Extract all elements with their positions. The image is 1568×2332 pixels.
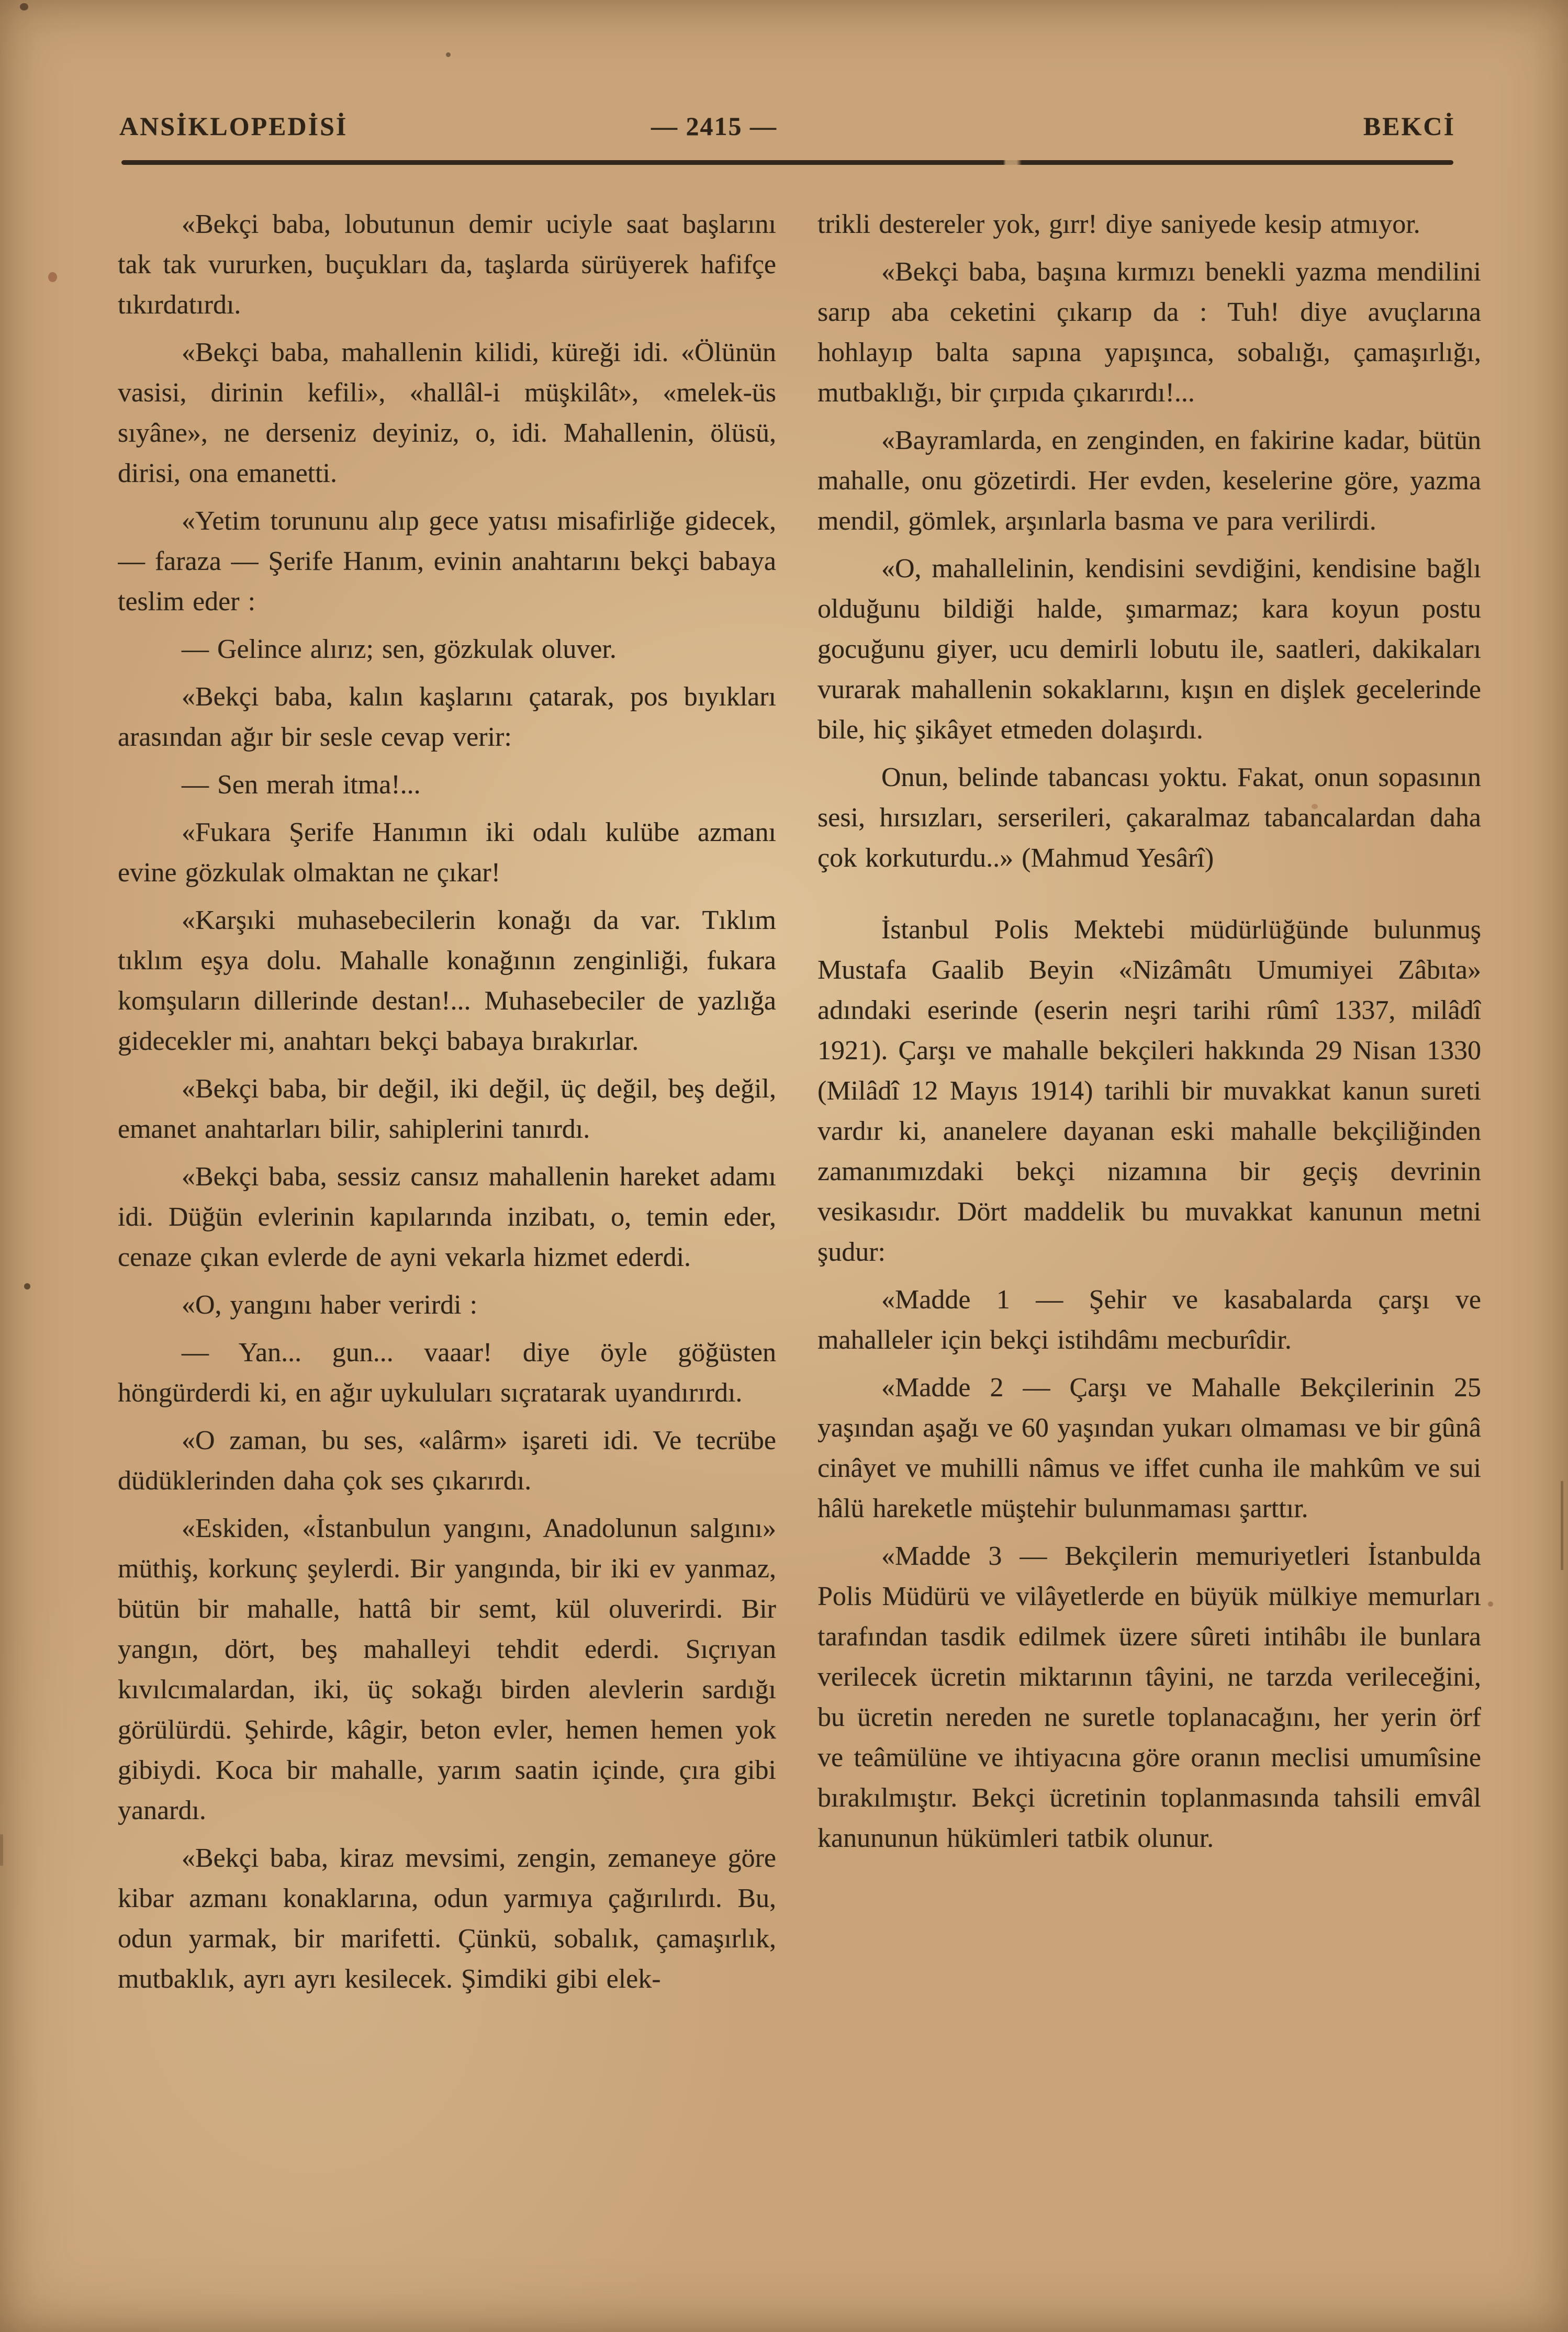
paragraph: «Bekçi baba, lobutunun demir uciyle saat başlarını tak tak vururken, buçukları da, taşlarda sürüyerek hafifçe tıkırdatırdı. <box>118 209 776 320</box>
paragraph: «Bekçi baba, başına kırmızı benekli yazma mendilini sarıp aba ceketini çıkarıp da : Tuh! diye avuçlarına hohlayıp balta sapına yapışınca, sobalığı, çamaşırlığı, mutbaklığı, bir çırpıda çıkarırdı!... <box>817 257 1481 408</box>
page-number: — 2415 — <box>651 111 777 141</box>
paragraph: «Bekçi baba, mahallenin kilidi, küreği idi. «Ölünün vasisi, dirinin kefili», «hallâl-i müşkilât», «melek-üs sıyâne», ne derseniz deyiniz, o, idi. Mahallenin, ölüsü, dirisi, ona emanetti. <box>118 338 776 488</box>
paragraph: «Madde 3 — Bekçilerin memuriyetleri İstanbulda Polis Müdürü ve vilâyetlerde en büyük mülkiye memurları tarafından tasdik edilmek üzere sûreti intihâbı ile bunlara verilecek ücretin miktarının tâyini, ne tarzda verileceğini, bu ücretin nereden ne suretle toplanacağını, her yerin örf ve teâmülüne ve ihtiyacına göre oranın meclisi umumîsine bırakılmıştır. Bekçi ücretinin toplanmasında tahsili emvâl kanununun hükümleri tatbik olunur. <box>817 1541 1481 1853</box>
scan-edge-mark <box>0 1834 3 1866</box>
paragraph: — Yan... gun... vaaar! diye öyle göğüsten höngürderdi ki, en ağır uykuluları sıçratarak uyandırırdı. <box>118 1338 776 1408</box>
paragraph: «Fukara Şerife Hanımın iki odalı kulübe azmanı evine gözkulak olmaktan ne çıkar! <box>118 817 776 888</box>
column-right <box>817 204 1481 2193</box>
paragraph: — Sen merah itma!... <box>182 770 421 800</box>
paragraph: Onun, belinde tabancası yoktu. Fakat, onun sopasının sesi, hırsızları, serserileri, çakaralmaz tabancalardan daha çok korkuturdu..» (Mahmud Yesârî) <box>817 763 1481 873</box>
paper-speck <box>24 1283 30 1290</box>
page-header <box>119 111 1455 141</box>
header-rule <box>121 160 1453 165</box>
article-title: BEKCİ <box>1363 111 1455 141</box>
paragraph: İstanbul Polis Mektebi müdürlüğünde bulunmuş Mustafa Gaalib Beyin «Nizâmâtı Umumiyei Zâbıta» adındaki eserinde (eserin neşri tarihi rûmî 1337, milâdî 1921). Çarşı ve mahalle bekçileri hakkında 29 Nisan 1330 (Milâdî 12 Mayıs 1914) tarihli bir muvakkat kanun sureti vardır ki, ananelere dayanan eski mahalle bekçiliğinden zamanımızdaki bekçi nizamına bir geçiş devrinin vesikasıdır. Dört maddelik bu muvakkat kanunun metni şudur: <box>817 915 1481 1267</box>
paragraph: «Bekçi baba, kiraz mevsimi, zengin, zemaneye göre kibar azmanı konaklarına, odun yarmıya çağırılırdı. Bu, odun yarmak, bir marifetti. Çünkü, sobalık, çamaşırlık, mutbaklık, ayrı ayrı kesilecek. Şimdiki gibi elek- <box>118 1843 776 1994</box>
paper-speck <box>1488 1601 1493 1607</box>
paper-speck <box>20 3 28 10</box>
paragraph: «Karşıki muhasebecilerin konağı da var. Tıklım tıklım eşya dolu. Mahalle konağının zenginliği, fukara komşuların dillerinde destan!... Muhasebeciler de yazlığa gidecekler mi, anahtarı bekçi babaya bırakırlar. <box>118 905 776 1056</box>
scan-edge-mark <box>1561 1481 1563 1570</box>
paragraph: «Bekçi baba, kalın kaşlarını çatarak, pos bıyıkları arasından ağır bir sesle cevap verir: <box>118 682 776 752</box>
paragraph: «Bayramlarda, en zenginden, en fakirine kadar, bütün mahalle, onu gözetirdi. Her evden, keselerine göre, yazma mendil, gömlek, arşınlarla basma ve para verilirdi. <box>817 425 1481 536</box>
paragraph: — Gelince alırız; sen, gözkulak oluver. <box>182 634 617 664</box>
paragraph: «O, yangını haber verirdi : <box>182 1290 478 1320</box>
paper-speck <box>1312 804 1318 809</box>
paragraph: «O zaman, bu ses, «alârm» işareti idi. Ve tecrübe düdüklerinden daha çok ses çıkarırdı. <box>118 1426 776 1496</box>
paragraph: «Eskiden, «İstanbulun yangını, Anadolunun salgını» müthiş, korkunç şeylerdi. Bir yangında, bir iki ev yanmaz, bütün bir mahalle, hattâ bir semt, kül oluverirdi. Bir yangın, dört, beş mahalleyi tehdit ederdi. Sıçrıyan kıvılcımalardan, iki, üç sokağı birden alevlerin sardığı görülürdü. Şehirde, kâgir, beton evler, hemen hemen yok gibiydi. Koca bir mahalle, yarım saatin içinde, çıra gibi yanardı. <box>118 1513 776 1825</box>
paragraph: «Bekçi baba, bir değil, iki değil, üç değil, beş değil, emanet anahtarları bilir, sahiplerini tanırdı. <box>118 1074 776 1144</box>
paragraph: «O, mahallelinin, kendisini sevdiğini, kendisine bağlı olduğunu bildiği halde, şımarmaz; kara koyun postu gocuğunu giyer, ucu demirli lobutu ile, saatleri, dakikaları vurarak mahallenin sokaklarını, kışın en dişlek gecelerinde bile, hiç şikâyet etmeden dolaşırdı. <box>817 554 1481 745</box>
column-left <box>118 204 776 2193</box>
paragraph: «Yetim torununu alıp gece yatısı misafirliğe gidecek, — faraza — Şerife Hanım, evinin anahtarını bekçi babaya teslim eder : <box>118 506 776 616</box>
paragraph: trikli destereler yok, gırr! diye saniyede kesip atmıyor. <box>817 209 1420 239</box>
paragraph: «Madde 1 — Şehir ve kasabalarda çarşı ve mahalleler için bekçi istihdâmı mecburîdir. <box>817 1285 1481 1355</box>
journal-title: ANSİKLOPEDİSİ <box>119 111 348 141</box>
paragraph: «Madde 2 — Çarşı ve Mahalle Bekçilerinin 25 yaşından aşağı ve 60 yaşından yukarı olmaması ve bir gûnâ cinâyet ve muhilli nâmus ve iffet cunha ile mahkûm ve sui hâlü hareketle müştehir bulunmaması şarttır. <box>817 1373 1481 1523</box>
paper-speck <box>48 272 57 282</box>
paper-speck <box>446 52 451 57</box>
paragraph: «Bekçi baba, sessiz cansız mahallenin hareket adamı idi. Düğün evlerinin kapılarında inzibatı, o, temin eder, cenaze çıkan evlerde de ayni vekarla hizmet ederdi. <box>118 1162 776 1272</box>
